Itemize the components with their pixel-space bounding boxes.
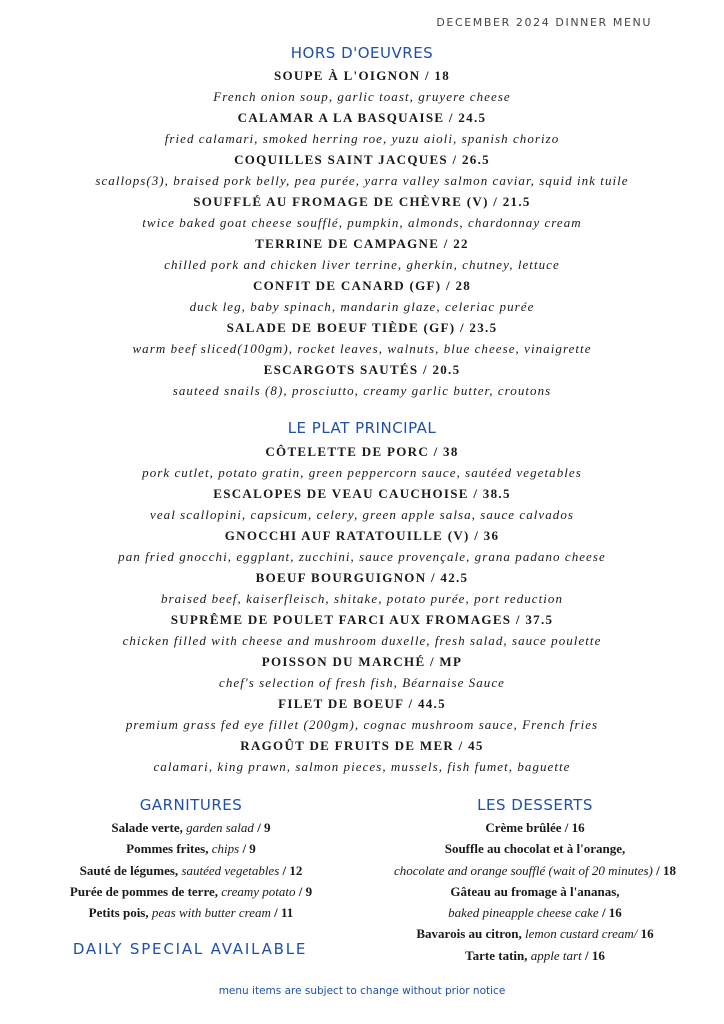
menu-item: [0, 567, 724, 609]
dessert-name: Bavarois au citron,: [416, 926, 522, 942]
menu-item: [0, 317, 724, 359]
desserts-column: [346, 793, 724, 966]
dessert-line: [346, 817, 724, 838]
side-item: [10, 817, 372, 838]
dessert-line: [346, 881, 724, 902]
daily-special-banner: DAILY SPECIAL AVAILABLE: [72, 940, 308, 958]
item-description: chilled pork and chicken liver terrine, gherkin, chutney, lettuce: [164, 257, 560, 272]
dessert-price: / 18: [652, 862, 676, 878]
item-name: FILET DE BOEUF / 44.5: [278, 696, 446, 711]
item-description: warm beef sliced(100gm), rocket leaves, walnuts, blue cheese, vinaigrette: [132, 341, 592, 356]
dessert-description: lemon custard cream/: [524, 926, 638, 942]
side-name: Pommes frites,: [126, 841, 209, 857]
side-description: creamy potato: [221, 883, 296, 899]
item-name: CONFIT DE CANARD (GF) / 28: [252, 278, 472, 293]
item-description: premium grass fed eye fillet (200gm), cognac mushroom sauce, French fries: [125, 717, 599, 732]
item-name: ESCALOPES DE VEAU CAUCHOISE / 38.5: [213, 486, 511, 501]
dessert-price: / 16: [581, 947, 605, 963]
menu-item: [0, 191, 724, 233]
item-name: GNOCCHI AUF RATATOUILLE (V) / 36: [224, 528, 500, 543]
menu-item: [0, 651, 724, 693]
item-description: braised beef, kaiserfleisch, shitake, potato purée, port reduction: [160, 591, 564, 606]
menu-item: [0, 233, 724, 275]
menu-item: [0, 609, 724, 651]
hors-doeuvres-title: HORS D'OEUVRES: [290, 44, 434, 62]
side-item: [10, 860, 372, 881]
menu-item: [0, 149, 724, 191]
side-price: / 11: [270, 905, 294, 921]
side-price: / 12: [279, 862, 303, 878]
side-item: [10, 881, 372, 902]
item-name: ESCARGOTS SAUTÉS / 20.5: [263, 362, 461, 377]
hors-doeuvres-list: [0, 65, 724, 401]
item-name: SOUPE À L'OIGNON / 18: [273, 68, 451, 83]
item-name: SOUFFLÉ AU FROMAGE DE CHÈVRE (V) / 21.5: [193, 194, 531, 209]
side-description: garden salad: [186, 820, 254, 835]
dessert-description: apple tart: [530, 947, 582, 963]
garnitures-title: GARNITURES: [139, 796, 243, 814]
menu-item: [0, 359, 724, 401]
menu-item: [0, 107, 724, 149]
side-name: Salade verte,: [111, 820, 183, 835]
item-description: chef's selection of fresh fish, Béarnaise Sauce: [219, 675, 505, 690]
item-name: RAGOÛT DE FRUITS DE MER / 45: [240, 738, 484, 753]
dessert-line: [346, 902, 724, 923]
dessert-price: / 16: [598, 905, 622, 921]
dessert-name: Souffle au chocolat et à l'orange,: [444, 841, 626, 857]
item-description: pork cutlet, potato gratin, green peppercorn sauce, sautéed vegetables: [142, 465, 582, 480]
item-name: TERRINE DE CAMPAGNE / 22: [255, 236, 469, 251]
item-description: pan fried gnocchi, eggplant, zucchini, sauce provençale, grana padano cheese: [118, 549, 606, 564]
menu-date-header: DECEMBER 2024 DINNER MENU: [436, 16, 652, 29]
plat-principal-title: LE PLAT PRINCIPAL: [287, 419, 437, 437]
menu-item: [0, 441, 724, 483]
menu-item: [0, 483, 724, 525]
item-name: COQUILLES SAINT JACQUES / 26.5: [234, 152, 490, 167]
item-name: POISSON DU MARCHÉ / MP: [261, 654, 463, 669]
item-description: scallops(3), braised pork belly, pea purée, yarra valley salmon caviar, squid ink tuile: [95, 173, 629, 188]
side-price: / 9: [295, 883, 313, 899]
menu-item: [0, 525, 724, 567]
dessert-price: 16: [637, 926, 654, 942]
item-description: fried calamari, smoked herring roe, yuzu aioli, spanish chorizo: [164, 131, 560, 146]
side-description: peas with butter cream: [151, 905, 271, 921]
item-description: duck leg, baby spinach, mandarin glaze, celeriac purée: [189, 299, 535, 314]
dessert-line: [346, 945, 724, 966]
side-name: Sauté de légumes,: [79, 862, 179, 878]
dessert-line: [346, 923, 724, 944]
dessert-name: Gâteau au fromage à l'ananas,: [450, 883, 620, 899]
dessert-description: baked pineapple cheese cake: [448, 905, 599, 921]
side-name: Purée de pommes de terre,: [69, 883, 218, 899]
dessert-line: [346, 860, 724, 881]
menu-item: [0, 735, 724, 777]
side-price: / 9: [239, 841, 256, 857]
item-description: sauteed snails (8), prosciutto, creamy garlic butter, croutons: [172, 383, 552, 398]
garnitures-column: [10, 793, 372, 923]
menu-item: [0, 65, 724, 107]
item-description: calamari, king prawn, salmon pieces, mussels, fish fumet, baguette: [153, 759, 571, 774]
plat-principal-list: [0, 441, 724, 777]
side-price: / 9: [253, 820, 271, 835]
dessert-line: [346, 838, 724, 859]
side-name: Petits pois,: [88, 905, 149, 921]
dessert-name: Crème brûlée / 16: [485, 820, 585, 835]
footer-notice: menu items are subject to change without prior notice: [218, 985, 506, 997]
item-description: chicken filled with cheese and mushroom duxelle, fresh salad, sauce poulette: [122, 633, 602, 648]
item-name: BOEUF BOURGUIGNON / 42.5: [255, 570, 469, 585]
side-item: [10, 838, 372, 859]
item-name: SALADE DE BOEUF TIÈDE (GF) / 23.5: [226, 320, 498, 335]
side-item: [10, 902, 372, 923]
item-name: CÔTELETTE DE PORC / 38: [265, 444, 459, 459]
item-description: veal scallopini, capsicum, celery, green apple salsa, sauce calvados: [150, 507, 574, 522]
item-name: CALAMAR A LA BASQUAISE / 24.5: [237, 110, 487, 125]
dessert-description: chocolate and orange soufflé (wait of 20 minutes): [393, 862, 653, 878]
desserts-title: LES DESSERTS: [477, 796, 593, 814]
menu-item: [0, 693, 724, 735]
item-description: French onion soup, garlic toast, gruyere cheese: [213, 89, 511, 104]
item-description: twice baked goat cheese soufflé, pumpkin, almonds, chardonnay cream: [142, 215, 582, 230]
menu-item: [0, 275, 724, 317]
dessert-name: Tarte tatin,: [465, 947, 528, 963]
side-description: sautéed vegetables: [181, 862, 280, 878]
item-name: SUPRÊME DE POULET FARCI AUX FROMAGES / 37.5: [170, 612, 554, 627]
side-description: chips: [211, 841, 240, 857]
